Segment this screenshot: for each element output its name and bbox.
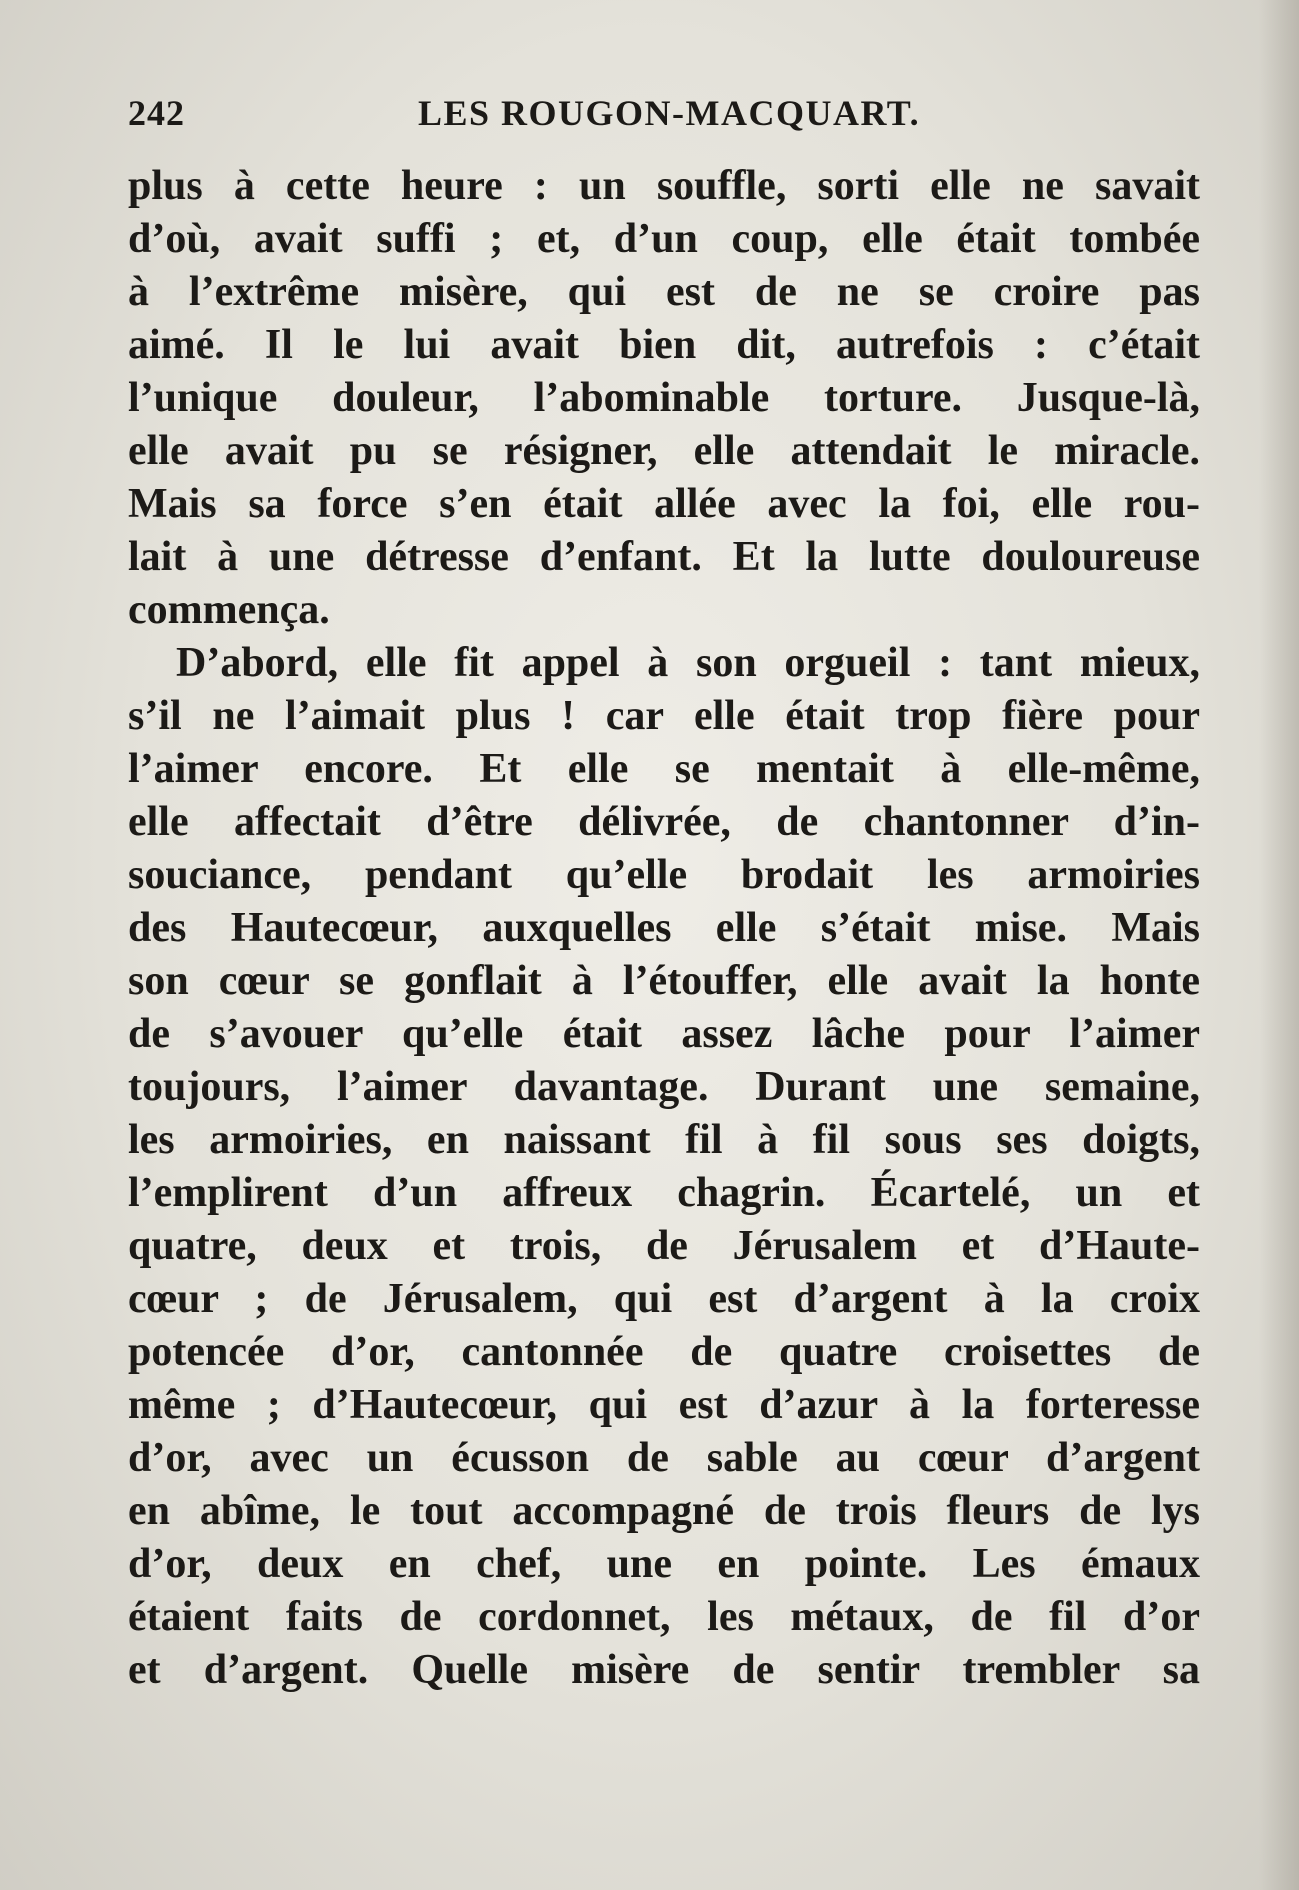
text-line: même ; d’Hautecœur, qui est d’azur à la forteresse: [128, 1382, 1200, 1428]
page-header: [128, 92, 1208, 142]
text-line: Mais sa force s’en était allée avec la foi, elle rou-: [128, 481, 1200, 527]
text-line: en abîme, le tout accompagné de trois fleurs de lys: [128, 1488, 1200, 1534]
text-line: s’il ne l’aimait plus ! car elle était trop fière pour: [128, 693, 1200, 739]
text-line: étaient faits de cordonnet, les métaux, de fil d’or: [128, 1594, 1200, 1640]
text-line: de s’avouer qu’elle était assez lâche pour l’aimer: [128, 1011, 1200, 1057]
text-line: quatre, deux et trois, de Jérusalem et d’Haute-: [128, 1223, 1200, 1269]
text-line: commença.: [128, 587, 330, 633]
text-line: d’or, avec un écusson de sable au cœur d’argent: [128, 1435, 1200, 1481]
text-line: d’or, deux en chef, une en pointe. Les émaux: [128, 1541, 1200, 1587]
text-line: l’aimer encore. Et elle se mentait à elle-même,: [128, 746, 1200, 792]
text-line: l’emplirent d’un affreux chagrin. Écartelé, un et: [128, 1170, 1200, 1216]
text-line: cœur ; de Jérusalem, qui est d’argent à la croix: [128, 1276, 1200, 1322]
text-line: et d’argent. Quelle misère de sentir trembler sa: [128, 1647, 1200, 1693]
text-line: des Hautecœur, auxquelles elle s’était mise. Mais: [128, 905, 1200, 951]
text-line: l’unique douleur, l’abominable torture. Jusque-là,: [128, 375, 1200, 421]
running-title: LES ROUGON-MACQUART.: [418, 93, 921, 133]
text-line: toujours, l’aimer davantage. Durant une semaine,: [128, 1064, 1200, 1110]
text-line: les armoiries, en naissant fil à fil sous ses doigts,: [128, 1117, 1200, 1163]
text-line: lait à une détresse d’enfant. Et la lutte douloureuse: [128, 534, 1200, 580]
text-line: potencée d’or, cantonnée de quatre croisettes de: [128, 1329, 1200, 1375]
text-line: à l’extrême misère, qui est de ne se croire pas: [128, 269, 1200, 315]
text-line: d’où, avait suffi ; et, d’un coup, elle était tombée: [128, 216, 1200, 262]
text-line: aimé. Il le lui avait bien dit, autrefois : c’était: [128, 322, 1200, 368]
text-line: D’abord, elle fit appel à son orgueil : tant mieux,: [176, 640, 1200, 686]
text-line: elle avait pu se résigner, elle attendait le miracle.: [128, 428, 1200, 474]
page-number: 242: [128, 93, 185, 133]
text-line: elle affectait d’être délivrée, de chantonner d’in-: [128, 799, 1200, 845]
body-text: [128, 160, 1200, 1697]
text-line: souciance, pendant qu’elle brodait les armoiries: [128, 852, 1200, 898]
text-line: son cœur se gonflait à l’étouffer, elle avait la honte: [128, 958, 1200, 1004]
text-line: plus à cette heure : un souffle, sorti elle ne savait: [128, 163, 1200, 209]
page-edge-shadow: [1259, 0, 1299, 1890]
